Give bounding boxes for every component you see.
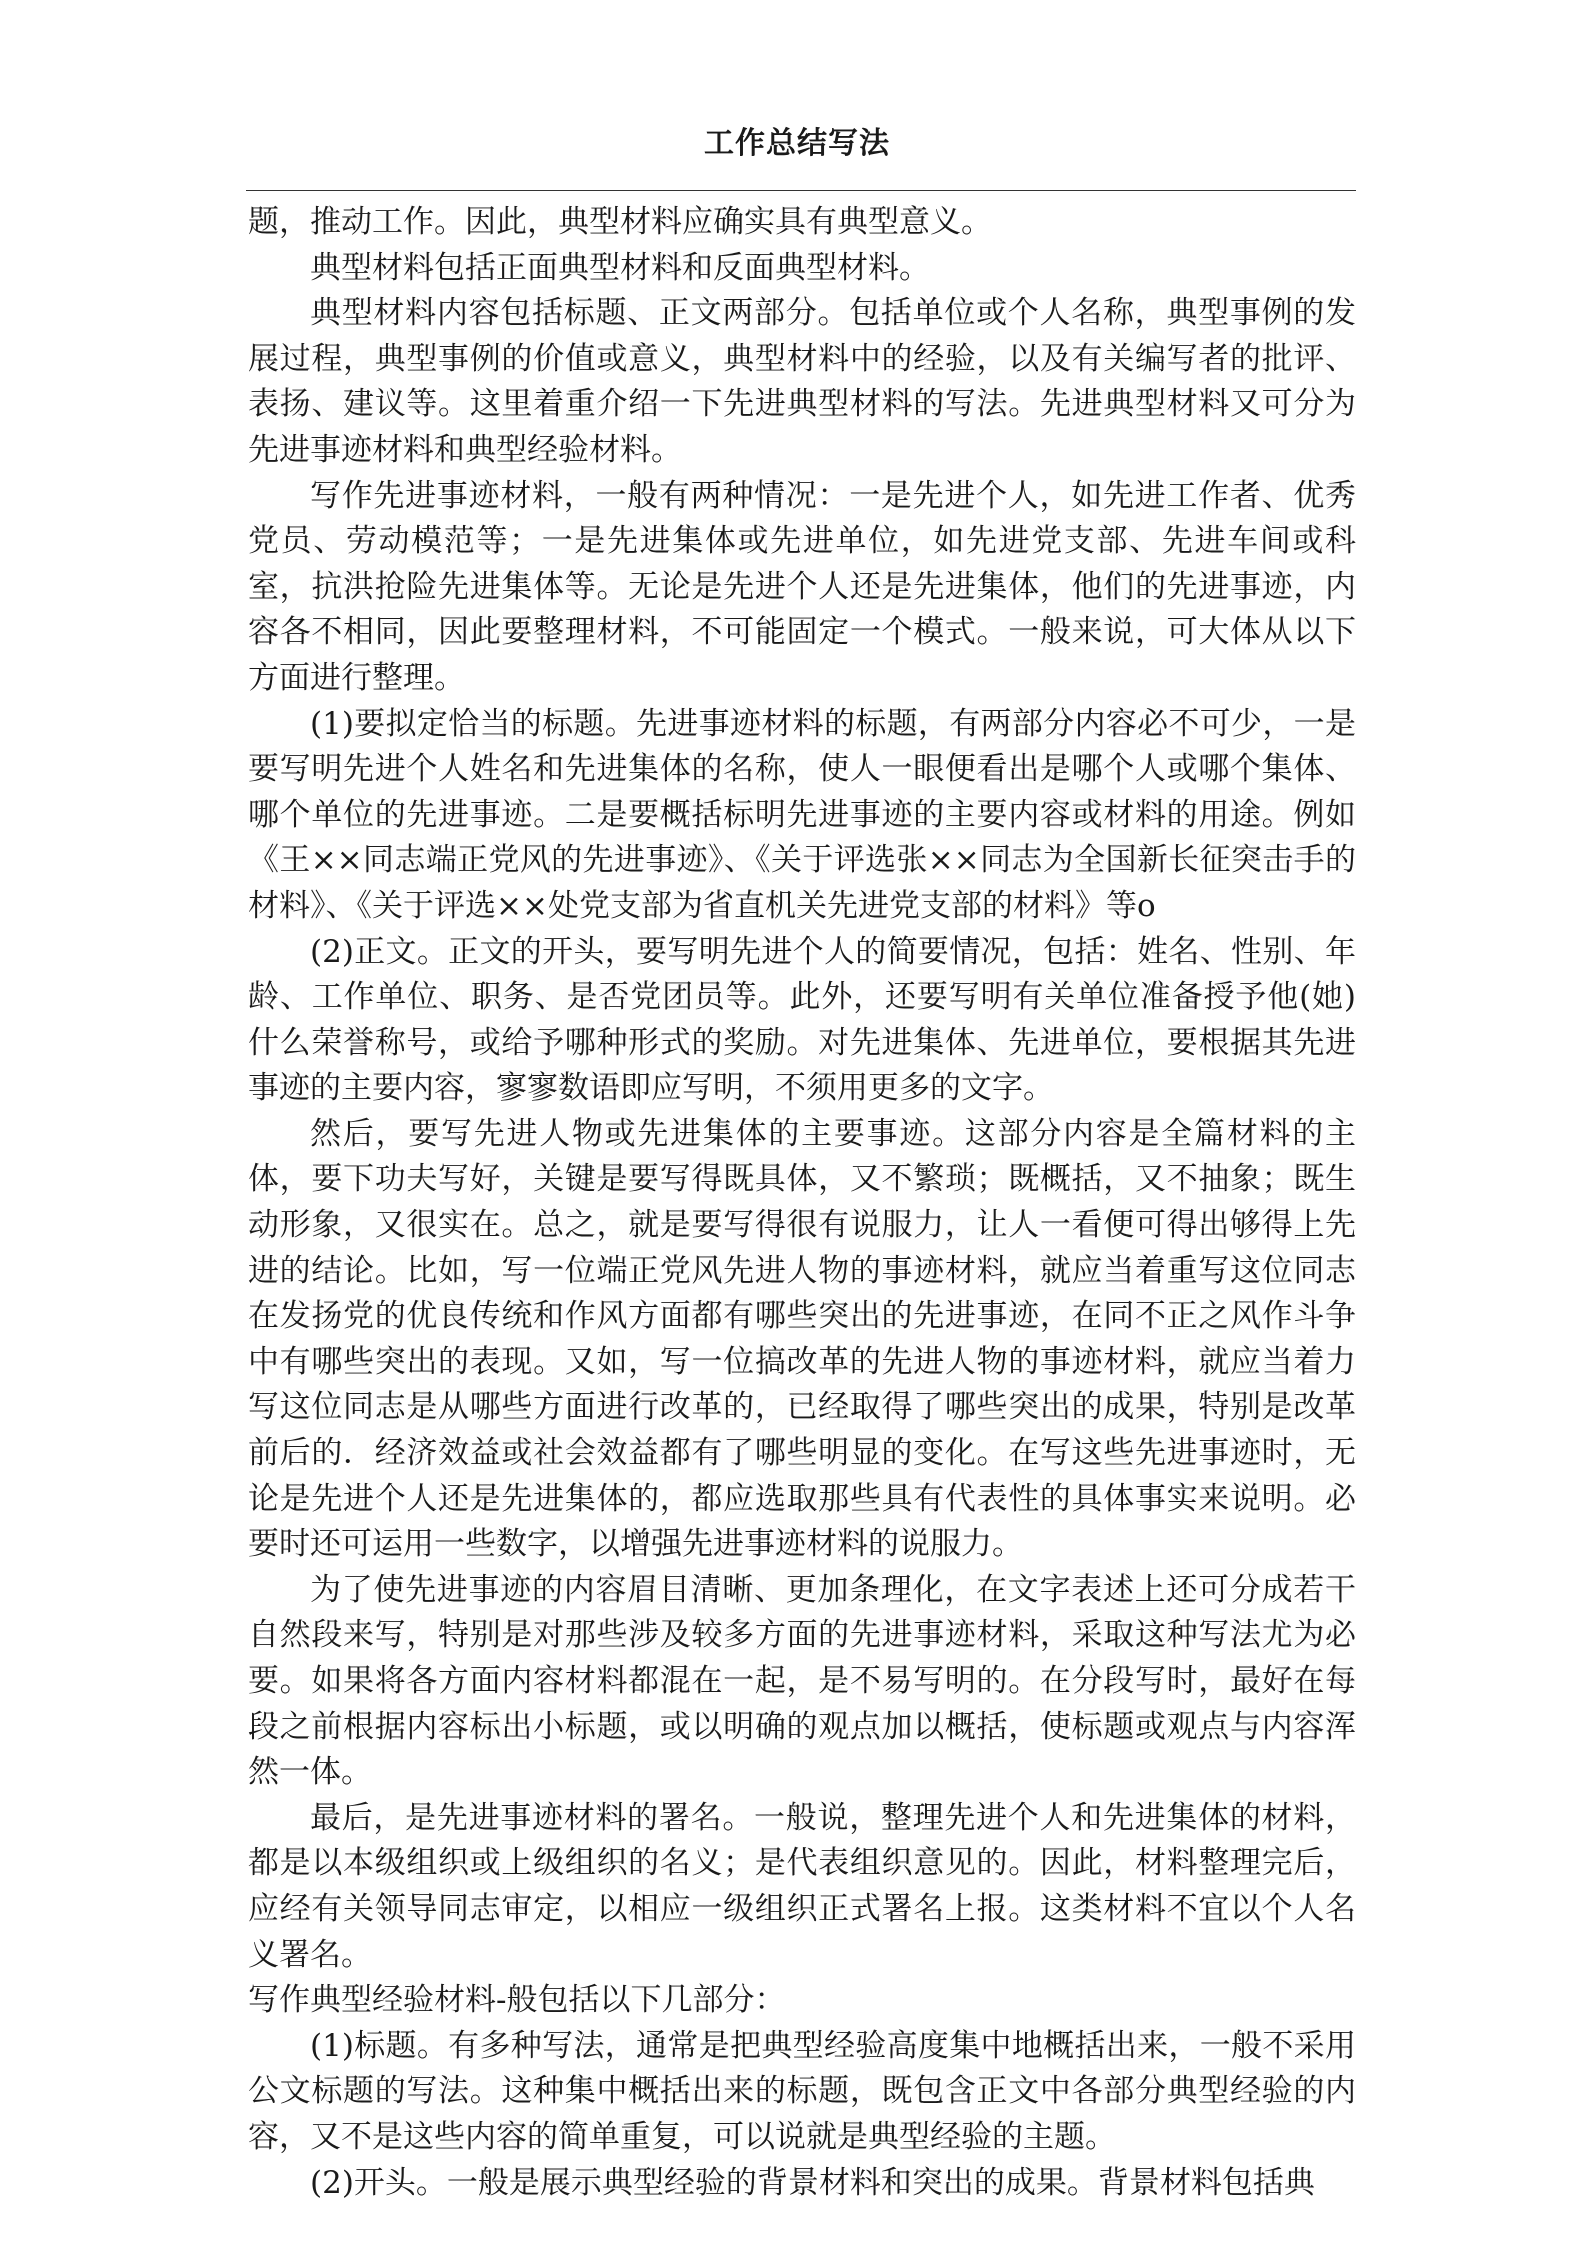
paragraph: (2)正文。正文的开头，要写明先进个人的简要情况，包括：姓名、性别、年龄、工作单位、职务、是否党团员等。此外，还要写明有关单位准备授予他(她)什么荣誉称号，或给予哪种形式的奖励。对先进集体、先进单位，要根据其先进事迹的主要内容，寥寥数语即应写明，不须用更多的文字。 — [248, 933, 1356, 1107]
paragraph: (1)标题。有多种写法，通常是把典型经验高度集中地概括出来，一般不采用公文标题的写法。这种集中概括出来的标题，既包含正文中各部分典型经验的内容，又不是这些内容的简单重复，可以说就是典型经验的主题。 — [248, 2027, 1356, 2155]
paragraph: (1)要拟定恰当的标题。先进事迹材料的标题，有两部分内容必不可少，一是要写明先进个人姓名和先进集体的名称，使人一眼便看出是哪个人或哪个集体、哪个单位的先进事迹。二是要概括标明先进事迹的主要内容或材料的用途。例如《王××同志端正党风的先进事迹》、《关于评选张××同志为全国新长征突击手的材料》、《关于评选××处党支部为省直机关先进党支部的材料》等o — [248, 705, 1356, 924]
paragraph: 然后，要写先进人物或先进集体的主要事迹。这部分内容是全篇材料的主体，要下功夫写好，关键是要写得既具体，又不繁琐；既概括，又不抽象；既生动形象，又很实在。总之，就是要写得很有说服力，让人一看便可得出够得上先进的结论。比如，写一位端正党风先进人物的事迹材料，就应当着重写这位同志在发扬党的优良传统和作风方面都有哪些突出的先进事迹，在同不正之风作斗争中有哪些突出的表现。又如，写一位搞改革的先进人物的事迹材料，就应当着力写这位同志是从哪些方面进行改革的，已经取得了哪些突出的成果，特别是改革前后的．经济效益或社会效益都有了哪些明显的变化。在写这些先进事迹时，无论是先进个人还是先进集体的，都应选取那些具有代表性的具体事实来说明。必要时还可运用一些数字，以增强先进事迹材料的说服力。 — [248, 1115, 1356, 1563]
document-body — [248, 200, 1356, 2206]
paragraph: (2)开头。一般是展示典型经验的背景材料和突出的成果。背景材料包括典 — [310, 2164, 1315, 2201]
paragraph: 写作典型经验材料-般包括以下几部分： — [248, 1982, 786, 2019]
paragraph: 典型材料包括正面典型材料和反面典型材料。 — [310, 249, 930, 286]
paragraph: 最后，是先进事迹材料的署名。一般说，整理先进个人和先进集体的材料，都是以本级组织或上级组织的名义；是代表组织意见的。因此，材料整理完后，应经有关领导同志审定，以相应一级组织正式署名上报。这类材料不宜以个人名义署名。 — [248, 1799, 1356, 1973]
page-header-title: 工作总结写法 — [704, 126, 890, 161]
header-divider — [246, 190, 1356, 191]
paragraph: 典型材料内容包括标题、正文两部分。包括单位或个人名称，典型事例的发展过程，典型事例的价值或意义，典型材料中的经验，以及有关编写者的批评、表扬、建议等。这里着重介绍一下先进典型材料的写法。先进典型材料又可分为先进事迹材料和典型经验材料。 — [248, 295, 1356, 468]
paragraph: 题，推动工作。因此，典型材料应确实具有典型意义。 — [248, 204, 992, 240]
paragraph: 为了使先进事迹的内容眉目清晰、更加条理化，在文字表述上还可分成若干自然段来写，特别是对那些涉及较多方面的先进事迹材料，采取这种写法尤为必要。如果将各方面内容材料都混在一起，是不易写明的。在分段写时，最好在每段之前根据内容标出小标题，或以明确的观点加以概括，使标题或观点与内容浑然一体。 — [248, 1571, 1356, 1791]
paragraph: 写作先进事迹材料，一般有两种情况：一是先进个人，如先进工作者、优秀党员、劳动模范等；一是先进集体或先进单位，如先进党支部、先进车间或科室，抗洪抢险先进集体等。无论是先进个人还是先进集体，他们的先进事迹，内容各不相同，因此要整理材料，不可能固定一个模式。一般来说，可大体从以下方面进行整理。 — [248, 477, 1356, 696]
